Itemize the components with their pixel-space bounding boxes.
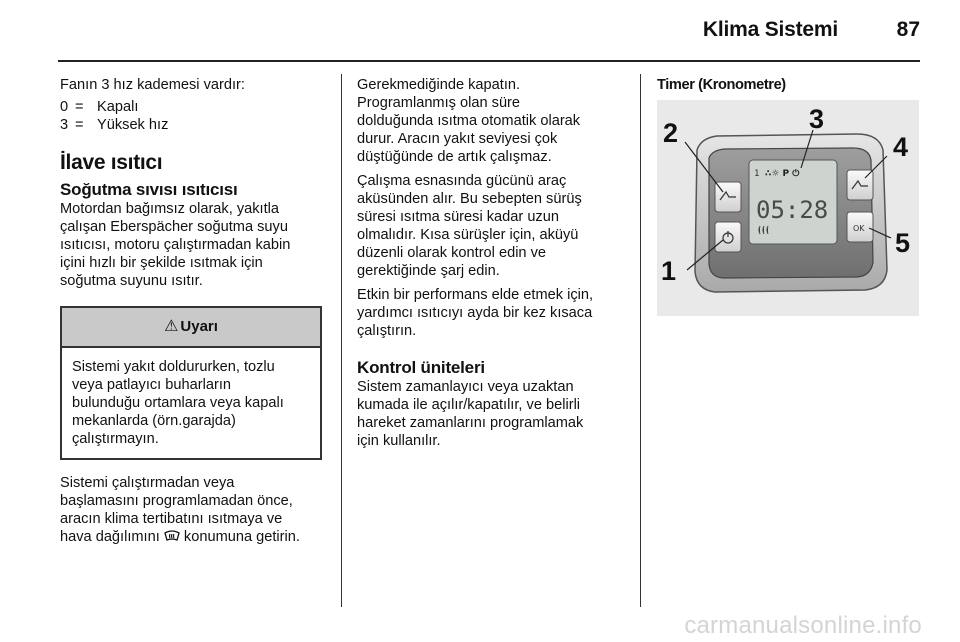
text-line: çalıştırmayın. [72,431,159,447]
text-line: Sistemi çalıştırmadan veya [60,475,235,491]
text-line: Etkin bir performans elde etmek için, [357,287,594,303]
fan-level-eq: = [75,99,84,115]
text-line: Gerekmediğinde kapatın. [357,77,521,93]
text-line: aküsünden alır. Bu sebepten sürüş [357,191,582,207]
column-divider-1 [341,74,342,607]
fan-level-key: 0 [60,99,69,115]
text-line: bulunduğu ortamlara veya kapalı [72,395,284,411]
subsection-title: Kontrol üniteleri [357,358,485,377]
text-line: veya patlayıcı buharların [72,377,231,393]
section-title: İlave ısıtıcı [60,151,163,174]
text-line: olmalıdır. Kısa sürüşler için, aküyü [357,227,579,243]
warning-body [62,348,320,458]
ok-button-label: OK [853,224,865,233]
callout-5: 5 [895,228,911,258]
callout-4: 4 [893,132,909,162]
figure-title: Timer (Kronometre) [657,77,786,93]
text-line: durur. Aracın yakıt seviyesi çok [357,131,558,147]
text-line: için kullanılır. [357,433,441,449]
fan-level-key: 3 [60,117,69,133]
column-1 [60,76,328,548]
text-line: çalışan Eberspächer soğutma suyu [60,219,288,235]
text-line: yardımcı ısıtıcıyı ayda bir kez kısaca [357,305,593,321]
subsection-title: Soğutma sıvısı ısıtıcısı [60,180,238,199]
fan-level-label: Kapalı [97,99,139,115]
text-line: hareket zamanlarını programlamak [357,415,584,431]
column-divider-2 [640,74,641,607]
display-time: 05:28 [756,196,829,224]
text-line: kumada ile açılır/kapatılır, ve belirli [357,397,581,413]
text-line: Motordan bağımsız olarak, yakıtla [60,201,280,217]
callout-3: 3 [809,104,825,134]
timer-illustration [657,100,919,316]
text-line: başlamasını programlamadan önce, [60,493,293,509]
paragraph [357,172,629,280]
fan-level-label: Yüksek hız [97,117,169,133]
text-line: gerektiğinde şarj edin. [357,263,500,279]
column-3 [657,76,927,94]
callout-1: 1 [661,256,677,286]
text-line: çalıştırın. [357,323,417,339]
timer-figure [657,100,919,321]
text-line: dolduğunda ısıtma otomatik olarak [357,113,581,129]
fan-level-row [60,98,328,116]
warning-icon: ⚠ [164,318,179,335]
fan-level-row [60,116,328,134]
paragraph [357,378,629,450]
text-line: soğutma suyunu ısıtır. [60,273,203,289]
header-divider [58,60,920,62]
text-line: mekanlarda (örn.garajda) [72,413,236,429]
windshield-defrost-icon [164,529,180,548]
watermark: carmanualsonline.info [684,612,922,639]
callout-2: 2 [663,118,679,148]
after-warning-paragraph [60,474,328,548]
display-status-icons: ∴☼ P ⏻ [765,169,800,179]
text-line: düştüğünde de artık çalışmaz. [357,149,552,165]
text-line: Programlanmış olan süre [357,95,521,111]
text-line: ısıtıcısı, motoru çalıştırmadan kabin [60,237,291,253]
warning-title: Uyarı [180,318,218,335]
page-header-title: Klima Sistemi [702,18,838,41]
text-line: içini hızlı bir şekilde ısıtmak için [60,255,263,271]
display-top-left: 1 [754,169,760,179]
text-line: düzenli olarak kontrol edin ve [357,245,547,261]
paragraph [357,286,629,340]
text-line: süresi ısıtma süresi kadar uzun [357,209,559,225]
warning-box [60,306,322,460]
text-line: Sistem zamanlayıcı veya uzaktan [357,379,574,395]
text-line [60,528,328,548]
fan-level-list [60,98,328,134]
text-line: Sistemi yakıt doldururken, tozlu [72,359,275,375]
warning-header [62,308,320,348]
text-fragment: konumuna getirin. [183,529,300,545]
subsection-paragraph [60,200,328,290]
text-fragment: hava dağılımını [60,529,160,545]
fan-intro: Fanın 3 hız kademesi vardır: [60,77,245,93]
fan-level-eq: = [75,117,84,133]
text-line: aracın klima tertibatını ısıtmaya ve [60,511,283,527]
page-number: 87 [896,18,920,41]
paragraph [357,76,629,166]
text-line: Çalışma esnasında gücünü araç [357,173,567,189]
column-2 [357,76,629,456]
